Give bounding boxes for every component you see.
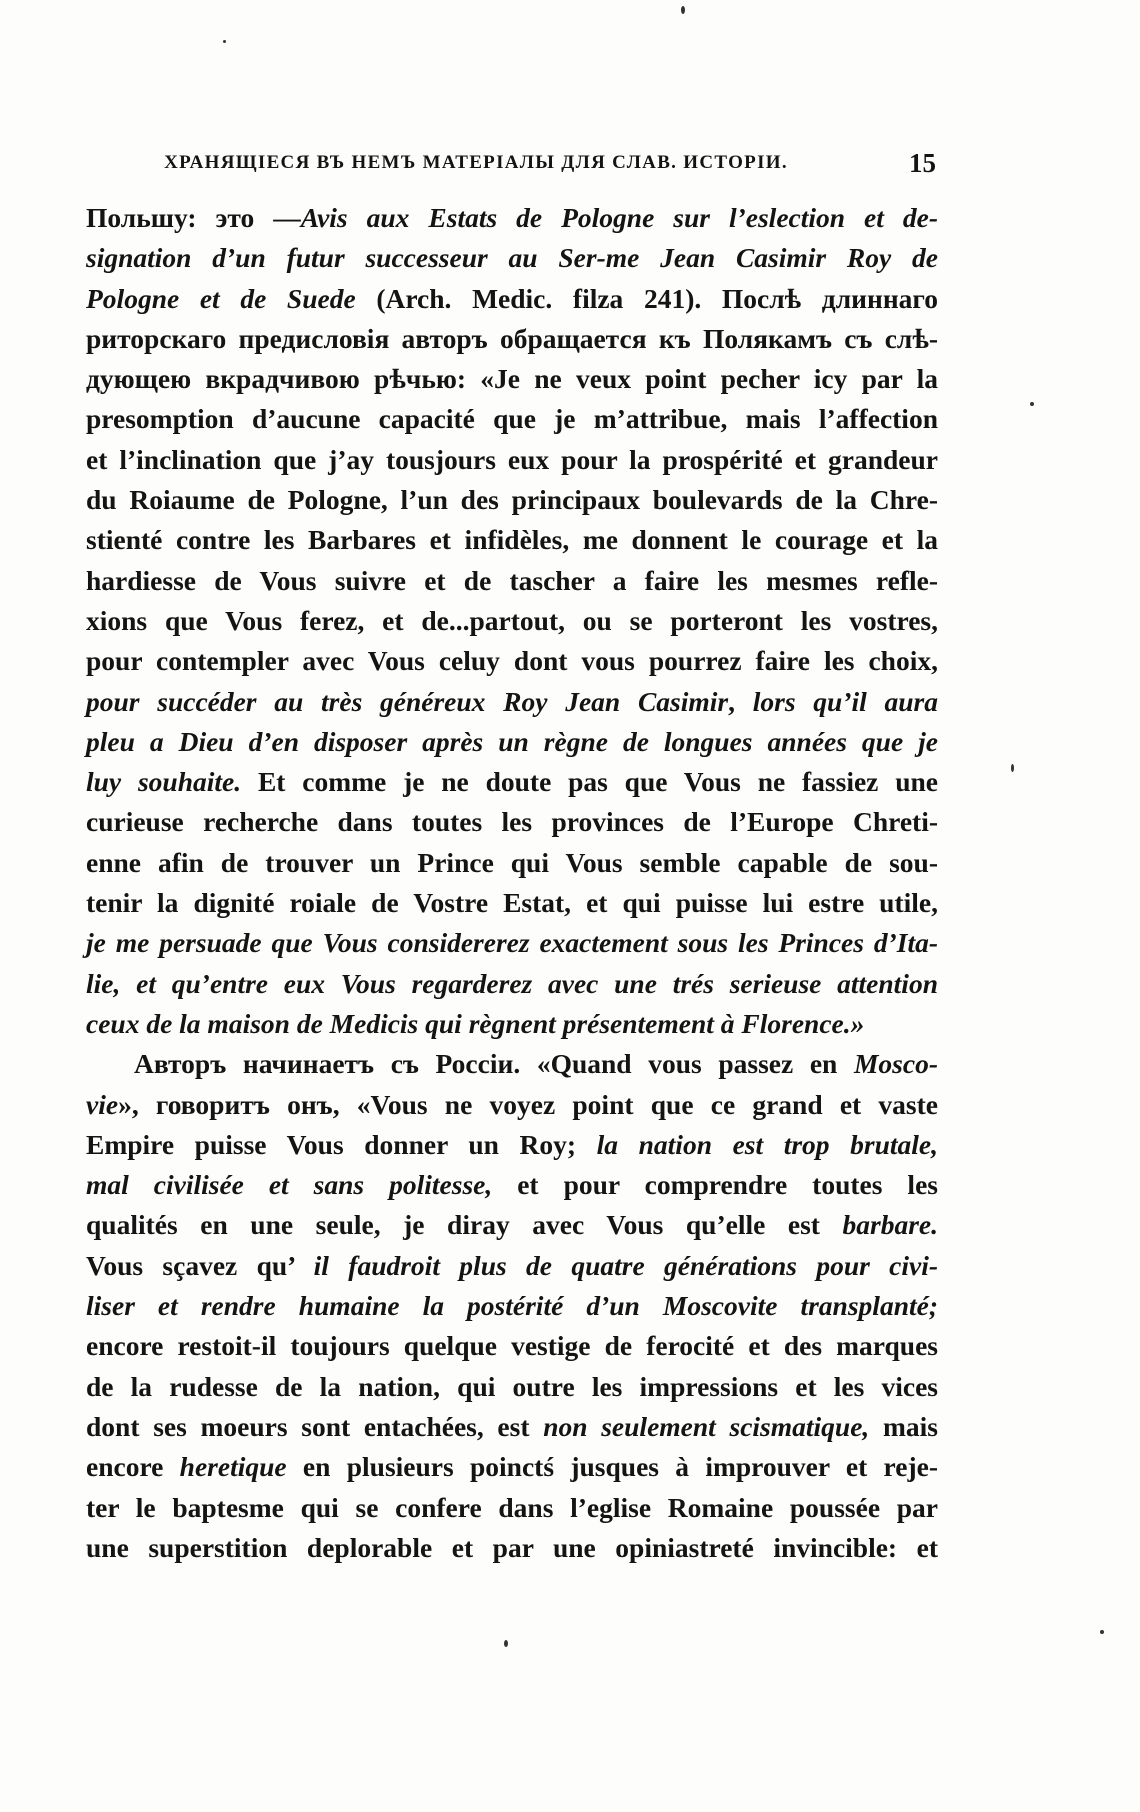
text-line: enne afin de trouver un Prince qui Vous semble capable de sou- xyxy=(86,846,938,878)
text-line: Vous sçavez qu’ il faudroit plus de quatre générations pour civi- xyxy=(86,1249,939,1281)
text-line: дующею вкрадчивою рѣчью: «Je ne veux point pecher icy par la xyxy=(86,363,938,395)
ink-speck xyxy=(1011,764,1014,772)
text-line: curieuse recherche dans toutes les provinces de l’Europe Chreti- xyxy=(86,806,938,838)
text-line: pour succéder au très généreux Roy Jean Casimir, lors qu’il aura xyxy=(86,685,939,717)
text-line: signation d’un futur successeur au Ser-me Jean Casimir Roy de xyxy=(86,242,938,274)
ink-speck xyxy=(1100,1630,1104,1634)
text-line: dont ses moeurs sont entachées, est non seulement scismatique, mais xyxy=(86,1410,939,1442)
text-line: de la rudesse de la nation, qui outre les impressions et les vices xyxy=(86,1370,938,1402)
running-head xyxy=(86,148,936,184)
text-line: xions que Vous ferez, et de...partout, ou se porteront les vostres, xyxy=(86,604,938,636)
text-line: pleu a Dieu d’en disposer après un règne de longues années que je xyxy=(86,725,938,757)
text-line: luy souhaite. Et comme je ne doute pas que Vous ne fassiez une xyxy=(86,766,939,798)
text-line: Польшу: это —Avis aux Estats de Pologne sur l’eslection et de- xyxy=(86,202,938,233)
running-title: ХРАНЯЩІЕСЯ ВЪ НЕМЪ МАТЕРІАЛЫ ДЛЯ СЛАВ. ИСТОРІИ. xyxy=(164,152,788,173)
text-line: presomption d’aucune capacité que je m’attribue, mais l’affection xyxy=(86,403,938,435)
text-line: une superstition deplorable et par une opiniastreté invincible: et xyxy=(86,1531,938,1563)
text-line: mal civilisée et sans politesse, et pour comprendre toutes les xyxy=(86,1169,938,1201)
text-line: ter le baptesme qui se confere dans l’eglise Romaine poussée par xyxy=(86,1491,938,1523)
text-line: hardiesse de Vous suivre et de tascher a faire les mesmes refle- xyxy=(86,564,938,596)
text-line: vie», говоритъ онъ, «Vous ne voyez point que ce grand et vaste xyxy=(86,1088,938,1120)
text-line: stienté contre les Barbares et infidèles, me donnent le courage et la xyxy=(86,524,938,556)
text-line: Empire puisse Vous donner un Roy; la nation est trop brutale, xyxy=(86,1128,938,1160)
text-line: lie, et qu’entre eux Vous regarderez avec une trés serieuse attention xyxy=(86,967,938,999)
text-line: qualités en une seule, je diray avec Vous qu’elle est barbare. xyxy=(86,1209,938,1241)
ink-speck xyxy=(223,40,226,43)
text-line: tenir la dignité roiale de Vostre Estat, et qui puisse lui estre utile, xyxy=(86,887,938,919)
text-line: Pologne et de Suede (Arch. Medic. filza 241). Послѣ длиннаго xyxy=(86,282,938,314)
ink-speck xyxy=(681,6,685,14)
text-line: du Roiaume de Pologne, l’un des principaux boulevards de la Chre- xyxy=(86,484,938,516)
text-line: liser et rendre humaine la postérité d’un Moscovite transplanté; xyxy=(86,1290,938,1322)
text-line: pour contempler avec Vous celuy dont vous pourrez faire les choix, xyxy=(86,645,938,677)
text-line: ceux de la maison de Medicis qui règnent présentement à Florence.» xyxy=(86,1007,865,1039)
page-number: 15 xyxy=(909,148,936,178)
ink-speck xyxy=(504,1640,508,1647)
ink-speck xyxy=(1030,402,1034,406)
text-line: et l’inclination que j’ay tousjours eux pour la prospérité et grandeur xyxy=(86,443,938,475)
text-line: Авторъ начинаетъ съ Россіи. «Quand vous passez en Mosco- xyxy=(134,1048,938,1080)
text-line: je me persuade que Vous considererez exactement sous les Princes d’Ita- xyxy=(86,927,938,959)
text-line: encore heretique en plusieurs poinctś jusques à improuver et reje- xyxy=(86,1451,938,1483)
text-line: риторскаго предисловія авторъ обращается къ Полякамъ съ слѣ- xyxy=(86,322,938,354)
body-text xyxy=(86,198,938,1568)
text-line: encore restoit-il toujours quelque vestige de ferocité et des marques xyxy=(86,1330,938,1362)
